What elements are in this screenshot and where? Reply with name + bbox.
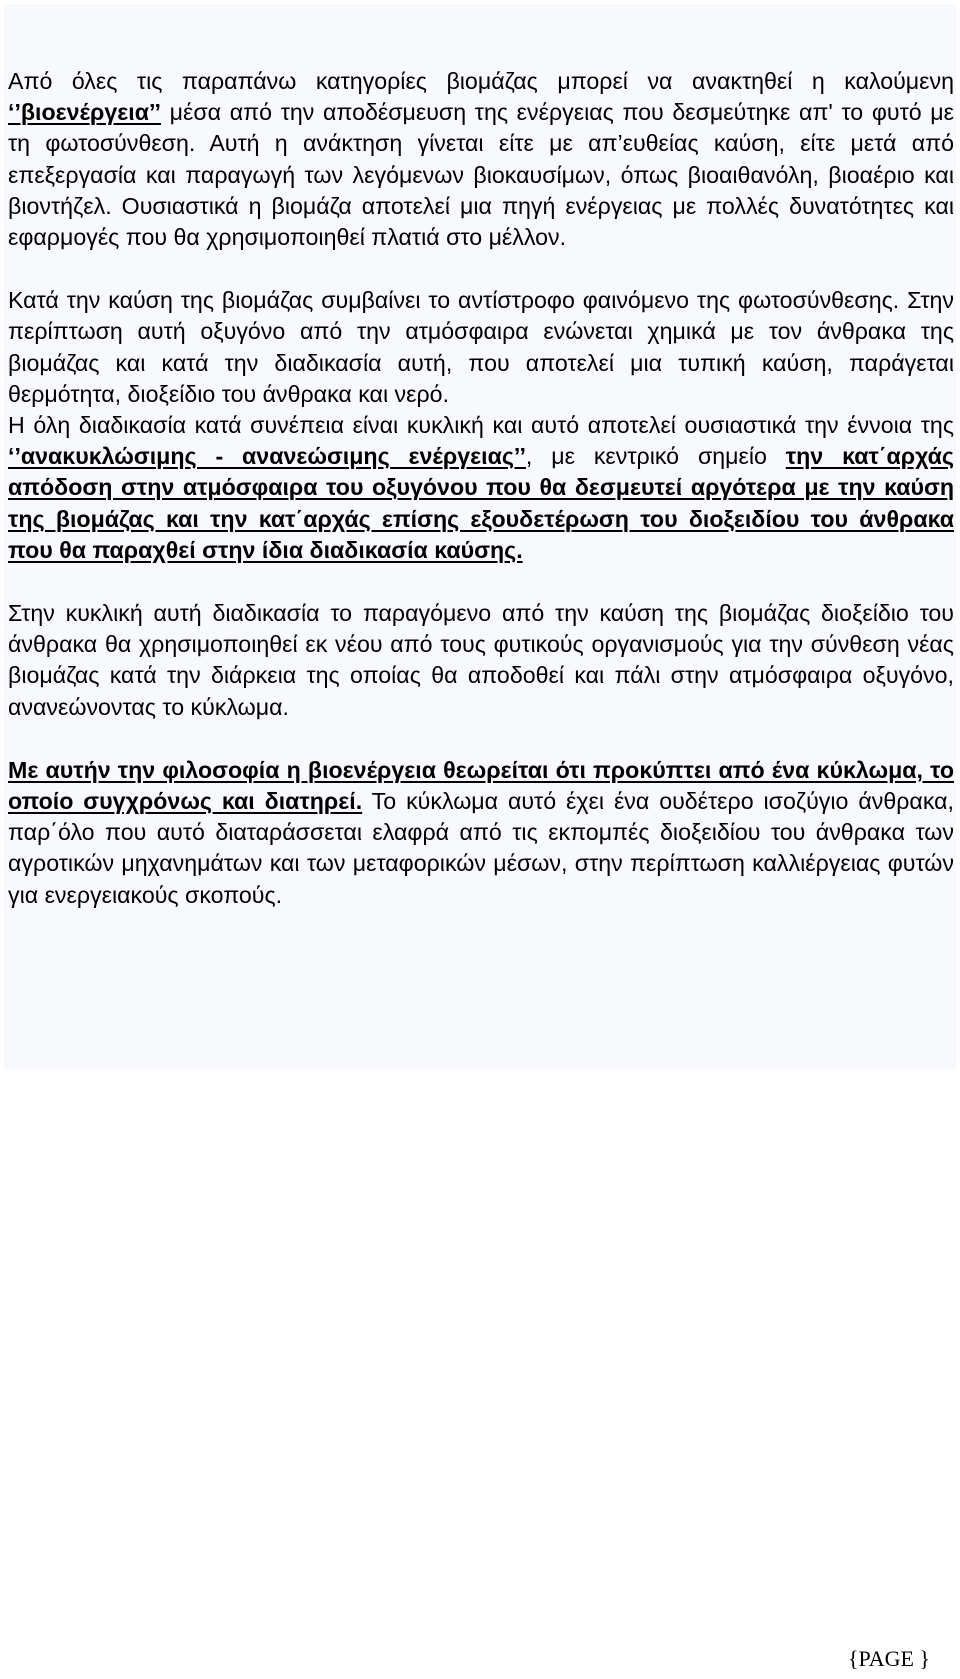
paragraph-cyclic-process bbox=[8, 410, 954, 566]
emphasis-oxygen-release: την κατ΄αρχάς απόδοση στην ατμόσφαιρα του οξυγόνου που θα δεσμευτεί αργότερα με την καύση της βιομάζας και την κατ΄αρχάς επίσης εξουδετέρωση του διοξειδίου του άνθρακα που θα παραχθεί στην ίδια διαδικασία καύσης. bbox=[8, 443, 954, 563]
paragraph-text: μέσα από την αποδέσμευση της ενέργειας που δεσμεύτηκε απ' το φυτό με τη φωτοσύνθεση. Αυτή η ανάκτηση γίνεται είτε με απ’ευθείας καύση, είτε μετά από επεξεργασία και παραγωγή των λεγόμενων βιοκαυσίμων, όπως βιοαιθανόλη, βιοαέριο και βιοντήζελ. Ουσιαστικά η βιομάζα αποτελεί μια πηγή ενέργειας με πολλές δυνατότητες και εφαρμογές που θα χρησιμοποιηθεί πλατιά στο μέλλον. bbox=[8, 99, 954, 251]
paragraph-text: Κατά την καύση της βιομάζας συμβαίνει το αντίστροφο φαινόμενο της φωτοσύνθεσης. Στην περίπτωση αυτή οξυγόνο από την ατμόσφαιρα ενώνεται χημικά με τον άνθρακα της βιομάζας και κατά την διαδικασία αυτή, που αποτελεί μια τυπική καύση, παράγεται θερμότητα, διοξείδιο του άνθρακα και νερό. bbox=[8, 287, 954, 407]
emphasis-philosophy: Με αυτήν την φιλοσοφία η βιοενέργεια θεωρείται ότι προκύπτει από ένα κύκλωμα, το οποίο συγχρόνως και διατηρεί. bbox=[8, 756, 954, 815]
page-number-field: {PAGE } bbox=[847, 1646, 930, 1671]
paragraph-combustion bbox=[8, 285, 954, 410]
term-renewable-energy: ‘’ανακυκλώσιμης - ανανεώσιμης ενέργειας’’ bbox=[8, 443, 526, 470]
paragraph-text: Στην κυκλική αυτή διαδικασία το παραγόμενο από την καύση της βιομάζας διοξείδιο του άνθρακα θα χρησιμοποιηθεί εκ νέου από τους φυτικούς οργανισμούς για την σύνθεση νέας βιομάζας κατά την διάρκεια της οποίας θα αποδοθεί και πάλι στην ατμόσφαιρα οξυγόνο, ανανεώνοντας το κύκλωμα. bbox=[8, 600, 954, 720]
document-body bbox=[8, 66, 954, 911]
paragraph-text: Το κύκλωμα αυτό έχει ένα ουδέτερο ισοζύγιο άνθρακα, παρ΄όλο που αυτό διαταράσσεται ελαφρά από τις εκπομπές διοξειδίου του άνθρακα των αγροτικών μηχανημάτων και των μεταφορικών μέσων, στην περίπτωση καλλιέργειας φυτών για ενεργειακούς σκοπούς. bbox=[8, 788, 954, 908]
paragraph-text: , με κεντρικό σημείο bbox=[525, 443, 786, 470]
paragraph-bioenergy-intro bbox=[8, 66, 954, 253]
paragraph-text: Η όλη διαδικασία κατά συνέπεια είναι κυκλική και αυτό αποτελεί ουσιαστικά την έννοια της bbox=[8, 412, 954, 439]
paragraph-co2-reuse bbox=[8, 598, 954, 723]
paragraph-text: Από όλες τις παραπάνω κατηγορίες βιομάζας μπορεί να ανακτηθεί η καλούμενη bbox=[8, 68, 954, 94]
paragraph-philosophy bbox=[8, 755, 954, 911]
term-bioenergy: ‘’βιοενέργεια’’ bbox=[8, 99, 161, 126]
